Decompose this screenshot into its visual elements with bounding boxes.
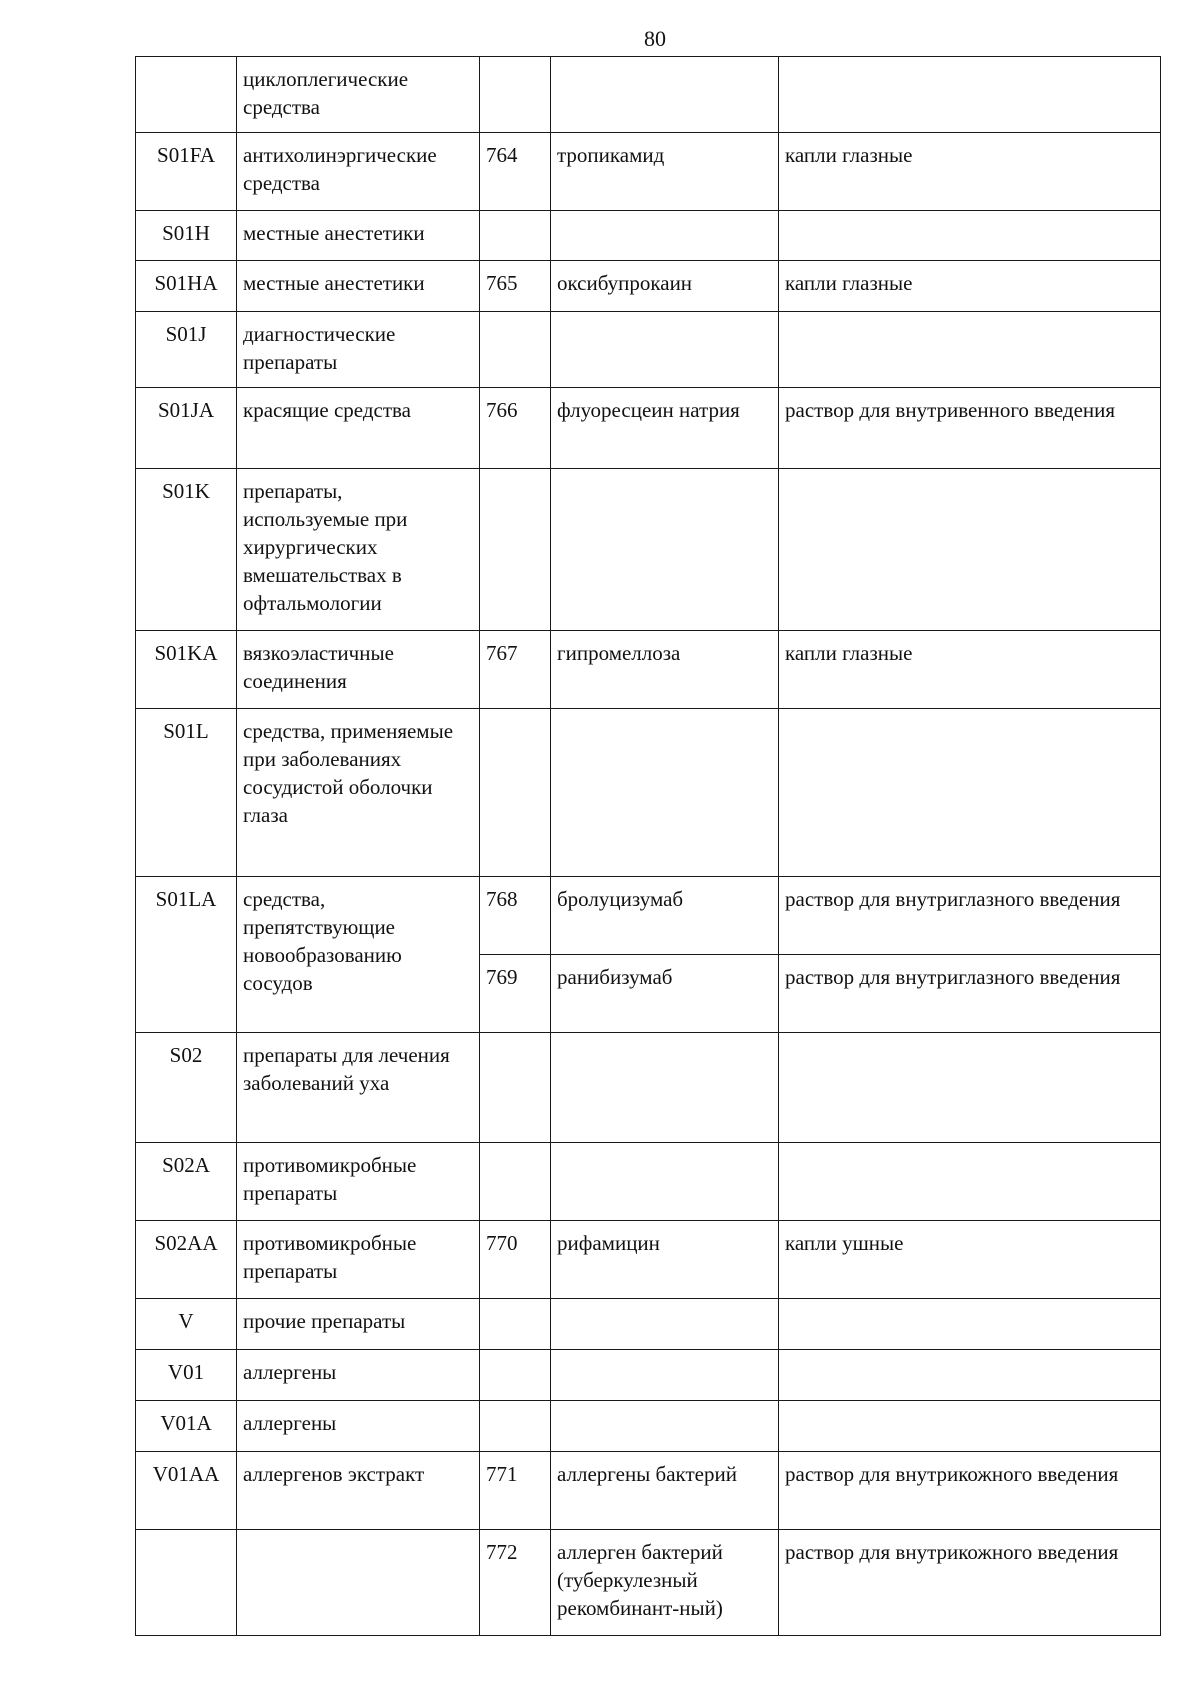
- item-number-cell: 768: [480, 877, 551, 955]
- drug-name-cell: флуоресцеин натрия: [551, 388, 779, 469]
- item-number-cell: 772: [480, 1530, 551, 1636]
- drug-name-cell: [551, 1033, 779, 1143]
- drug-name-cell: аллергены бактерий: [551, 1452, 779, 1530]
- table-row: [136, 133, 1161, 211]
- atc-code-cell: S02AA: [136, 1221, 237, 1299]
- item-number-cell: [480, 1143, 551, 1221]
- dosage-form-cell: раствор для внутриглазного введения: [779, 877, 1161, 955]
- item-number-cell: 767: [480, 631, 551, 709]
- item-number-cell: [480, 57, 551, 133]
- dosage-form-cell: [779, 1299, 1161, 1350]
- group-name-cell: средства, применяемые при заболеваниях сосудистой оболочки глаза: [237, 709, 480, 877]
- table-row: [136, 631, 1161, 709]
- table-row: [136, 1299, 1161, 1350]
- atc-code-cell: V01A: [136, 1401, 237, 1452]
- atc-code-cell: [136, 57, 237, 133]
- dosage-form-cell: раствор для внутривенного введения: [779, 388, 1161, 469]
- dosage-form-cell: [779, 211, 1161, 261]
- group-name-cell: диагностические препараты: [237, 312, 480, 388]
- item-number-cell: [480, 1350, 551, 1401]
- item-number-cell: 769: [480, 955, 551, 1033]
- drug-name-cell: [551, 1350, 779, 1401]
- atc-code-cell: V01AA: [136, 1452, 237, 1530]
- group-name-cell: противомикробные препараты: [237, 1143, 480, 1221]
- dosage-form-cell: капли ушные: [779, 1221, 1161, 1299]
- table-row: [136, 312, 1161, 388]
- drug-name-cell: [551, 57, 779, 133]
- item-number-cell: 764: [480, 133, 551, 211]
- drug-name-cell: [551, 1299, 779, 1350]
- drug-name-cell: [551, 211, 779, 261]
- group-name-cell: аллергены: [237, 1401, 480, 1452]
- dosage-form-cell: [779, 1350, 1161, 1401]
- group-name-cell: антихолинэргические средства: [237, 133, 480, 211]
- table-body: [136, 57, 1161, 1636]
- group-name-cell: препараты для лечения заболеваний уха: [237, 1033, 480, 1143]
- drug-table: [135, 56, 1161, 1636]
- dosage-form-cell: [779, 1401, 1161, 1452]
- table-row: [136, 261, 1161, 312]
- item-number-cell: 771: [480, 1452, 551, 1530]
- dosage-form-cell: раствор для внутрикожного введения: [779, 1530, 1161, 1636]
- atc-code-cell: S02: [136, 1033, 237, 1143]
- table-row: [136, 57, 1161, 133]
- drug-name-cell: [551, 1401, 779, 1452]
- dosage-form-cell: [779, 709, 1161, 877]
- atc-code-cell: S01KA: [136, 631, 237, 709]
- item-number-cell: [480, 211, 551, 261]
- drug-name-cell: [551, 312, 779, 388]
- dosage-form-cell: [779, 1143, 1161, 1221]
- item-number-cell: [480, 709, 551, 877]
- atc-code-cell: [136, 1530, 237, 1636]
- dosage-form-cell: раствор для внутрикожного введения: [779, 1452, 1161, 1530]
- atc-code-cell: S01HA: [136, 261, 237, 312]
- item-number-cell: [480, 1033, 551, 1143]
- atc-code-cell: S01L: [136, 709, 237, 877]
- item-number-cell: 765: [480, 261, 551, 312]
- dosage-form-cell: раствор для внутриглазного введения: [779, 955, 1161, 1033]
- table-row: [136, 388, 1161, 469]
- drug-name-cell: ранибизумаб: [551, 955, 779, 1033]
- table-row: [136, 709, 1161, 877]
- table-row: [136, 1350, 1161, 1401]
- drug-name-cell: тропикамид: [551, 133, 779, 211]
- group-name-cell: аллергены: [237, 1350, 480, 1401]
- dosage-form-cell: [779, 1033, 1161, 1143]
- atc-code-cell: V01: [136, 1350, 237, 1401]
- group-name-cell: местные анестетики: [237, 211, 480, 261]
- group-name-cell: прочие препараты: [237, 1299, 480, 1350]
- group-name-cell: вязкоэластичные соединения: [237, 631, 480, 709]
- table-row: [136, 1452, 1161, 1530]
- item-number-cell: [480, 469, 551, 631]
- drug-name-cell: [551, 709, 779, 877]
- dosage-form-cell: [779, 312, 1161, 388]
- table-row: [136, 1401, 1161, 1452]
- item-number-cell: 770: [480, 1221, 551, 1299]
- drug-name-cell: гипромеллоза: [551, 631, 779, 709]
- drug-name-cell: аллерген бактерий (туберкулезный рекомбинант-ный): [551, 1530, 779, 1636]
- table-row: [136, 1221, 1161, 1299]
- drug-name-cell: бролуцизумаб: [551, 877, 779, 955]
- group-name-cell: красящие средства: [237, 388, 480, 469]
- group-name-cell: [237, 1530, 480, 1636]
- item-number-cell: [480, 312, 551, 388]
- item-number-cell: [480, 1299, 551, 1350]
- item-number-cell: [480, 1401, 551, 1452]
- group-name-cell: аллергенов экстракт: [237, 1452, 480, 1530]
- dosage-form-cell: капли глазные: [779, 133, 1161, 211]
- group-name-cell: циклоплегические средства: [237, 57, 480, 133]
- item-number-cell: 766: [480, 388, 551, 469]
- dosage-form-cell: капли глазные: [779, 261, 1161, 312]
- drug-name-cell: [551, 469, 779, 631]
- dosage-form-cell: капли глазные: [779, 631, 1161, 709]
- dosage-form-cell: [779, 469, 1161, 631]
- atc-code-cell: S01J: [136, 312, 237, 388]
- drug-name-cell: [551, 1143, 779, 1221]
- group-name-cell: средства, препятствующие новообразованию сосудов: [237, 877, 480, 1033]
- table-row: [136, 469, 1161, 631]
- group-name-cell: противомикробные препараты: [237, 1221, 480, 1299]
- atc-code-cell: S01FA: [136, 133, 237, 211]
- group-name-cell: препараты, используемые при хирургических вмешательствах в офтальмологии: [237, 469, 480, 631]
- group-name-cell: местные анестетики: [237, 261, 480, 312]
- atc-code-cell: V: [136, 1299, 237, 1350]
- page-number: 80: [644, 26, 666, 51]
- drug-name-cell: оксибупрокаин: [551, 261, 779, 312]
- table-row: [136, 1033, 1161, 1143]
- atc-code-cell: S01K: [136, 469, 237, 631]
- dosage-form-cell: [779, 57, 1161, 133]
- table-row: [136, 1530, 1161, 1636]
- atc-code-cell: S01JA: [136, 388, 237, 469]
- atc-code-cell: S01LA: [136, 877, 237, 1033]
- atc-code-cell: S01H: [136, 211, 237, 261]
- table-row: [136, 211, 1161, 261]
- drug-name-cell: рифамицин: [551, 1221, 779, 1299]
- table-row: [136, 877, 1161, 955]
- table-row: [136, 1143, 1161, 1221]
- atc-code-cell: S02A: [136, 1143, 237, 1221]
